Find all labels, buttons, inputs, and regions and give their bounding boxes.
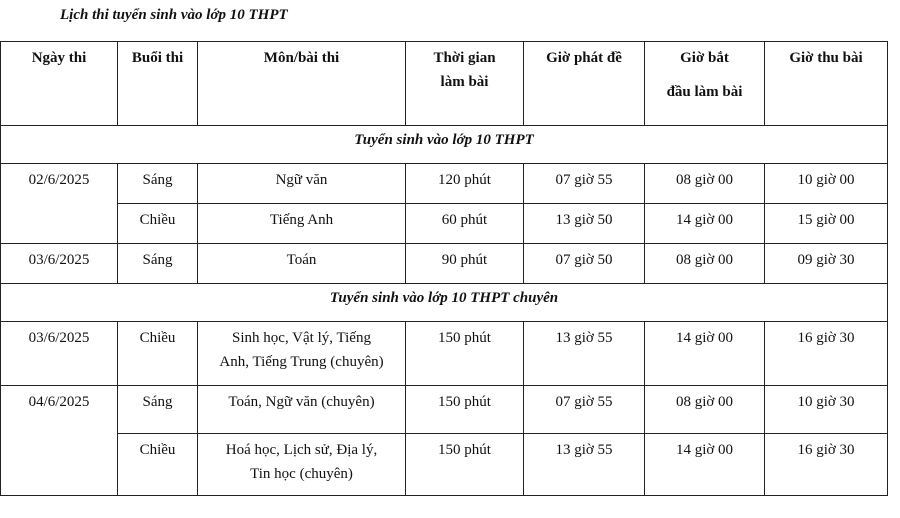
cell-session: Sáng <box>118 164 198 204</box>
cell-subject-line2: Tin học (chuyên) <box>250 466 353 482</box>
exam-schedule-table <box>0 41 888 496</box>
header-date: Ngày thi <box>1 42 118 126</box>
table-row <box>1 244 888 284</box>
cell-start: 08 giờ 00 <box>645 164 765 204</box>
cell-collect: 16 giờ 30 <box>765 434 888 496</box>
header-start <box>645 42 765 126</box>
header-row <box>1 42 888 126</box>
cell-release: 13 giờ 55 <box>524 434 645 496</box>
cell-duration: 60 phút <box>406 204 524 244</box>
cell-subject-line1: Hoá học, Lịch sử, Địa lý, <box>225 442 378 458</box>
section-title: Tuyển sinh vào lớp 10 THPT chuyên <box>1 284 888 322</box>
cell-release: 13 giờ 55 <box>524 322 645 386</box>
cell-date: 02/6/2025 <box>1 164 118 244</box>
cell-start: 14 giờ 00 <box>645 322 765 386</box>
cell-session: Chiều <box>118 322 198 386</box>
table-row <box>1 164 888 204</box>
cell-duration: 150 phút <box>406 322 524 386</box>
cell-collect: 09 giờ 30 <box>765 244 888 284</box>
cell-subject-line2: Anh, Tiếng Trung (chuyên) <box>219 354 384 370</box>
header-release: Giờ phát đề <box>524 42 645 126</box>
cell-subject: Toán, Ngữ văn (chuyên) <box>198 386 406 434</box>
cell-duration: 150 phút <box>406 434 524 496</box>
header-start-line2: đầu làm bài <box>666 84 743 100</box>
cell-release: 07 giờ 55 <box>524 386 645 434</box>
cell-start: 08 giờ 00 <box>645 386 765 434</box>
cell-session: Chiều <box>118 434 198 496</box>
cell-session: Sáng <box>118 244 198 284</box>
section-title: Tuyển sinh vào lớp 10 THPT <box>1 126 888 164</box>
cell-subject-line1: Sinh học, Vật lý, Tiếng <box>232 330 371 346</box>
table-row <box>1 204 888 244</box>
cell-date: 03/6/2025 <box>1 322 118 386</box>
cell-duration: 90 phút <box>406 244 524 284</box>
header-start-line1: Giờ bắt <box>680 50 729 66</box>
table-row <box>1 434 888 496</box>
cell-release: 07 giờ 50 <box>524 244 645 284</box>
cell-session: Sáng <box>118 386 198 434</box>
cell-collect: 16 giờ 30 <box>765 322 888 386</box>
cell-date: 03/6/2025 <box>1 244 118 284</box>
cell-release: 07 giờ 55 <box>524 164 645 204</box>
header-duration-line1: Thời gian <box>433 50 496 66</box>
table-row <box>1 386 888 434</box>
cell-subject: Ngữ văn <box>198 164 406 204</box>
section-row <box>1 284 888 322</box>
header-collect: Giờ thu bài <box>765 42 888 126</box>
cell-release: 13 giờ 50 <box>524 204 645 244</box>
cell-subject <box>198 434 406 496</box>
header-session: Buổi thi <box>118 42 198 126</box>
cell-start: 08 giờ 00 <box>645 244 765 284</box>
cell-session: Chiều <box>118 204 198 244</box>
document-title: Lịch thi tuyển sinh vào lớp 10 THPT <box>60 7 288 23</box>
cell-collect: 15 giờ 00 <box>765 204 888 244</box>
cell-collect: 10 giờ 30 <box>765 386 888 434</box>
cell-subject <box>198 322 406 386</box>
header-duration-line2: làm bài <box>440 74 489 90</box>
cell-duration: 120 phút <box>406 164 524 204</box>
header-duration <box>406 42 524 126</box>
cell-date: 04/6/2025 <box>1 386 118 496</box>
header-subject: Môn/bài thi <box>198 42 406 126</box>
table-row <box>1 322 888 386</box>
cell-duration: 150 phút <box>406 386 524 434</box>
cell-subject: Tiếng Anh <box>198 204 406 244</box>
cell-start: 14 giờ 00 <box>645 204 765 244</box>
cell-collect: 10 giờ 00 <box>765 164 888 204</box>
cell-start: 14 giờ 00 <box>645 434 765 496</box>
cell-subject: Toán <box>198 244 406 284</box>
section-row <box>1 126 888 164</box>
